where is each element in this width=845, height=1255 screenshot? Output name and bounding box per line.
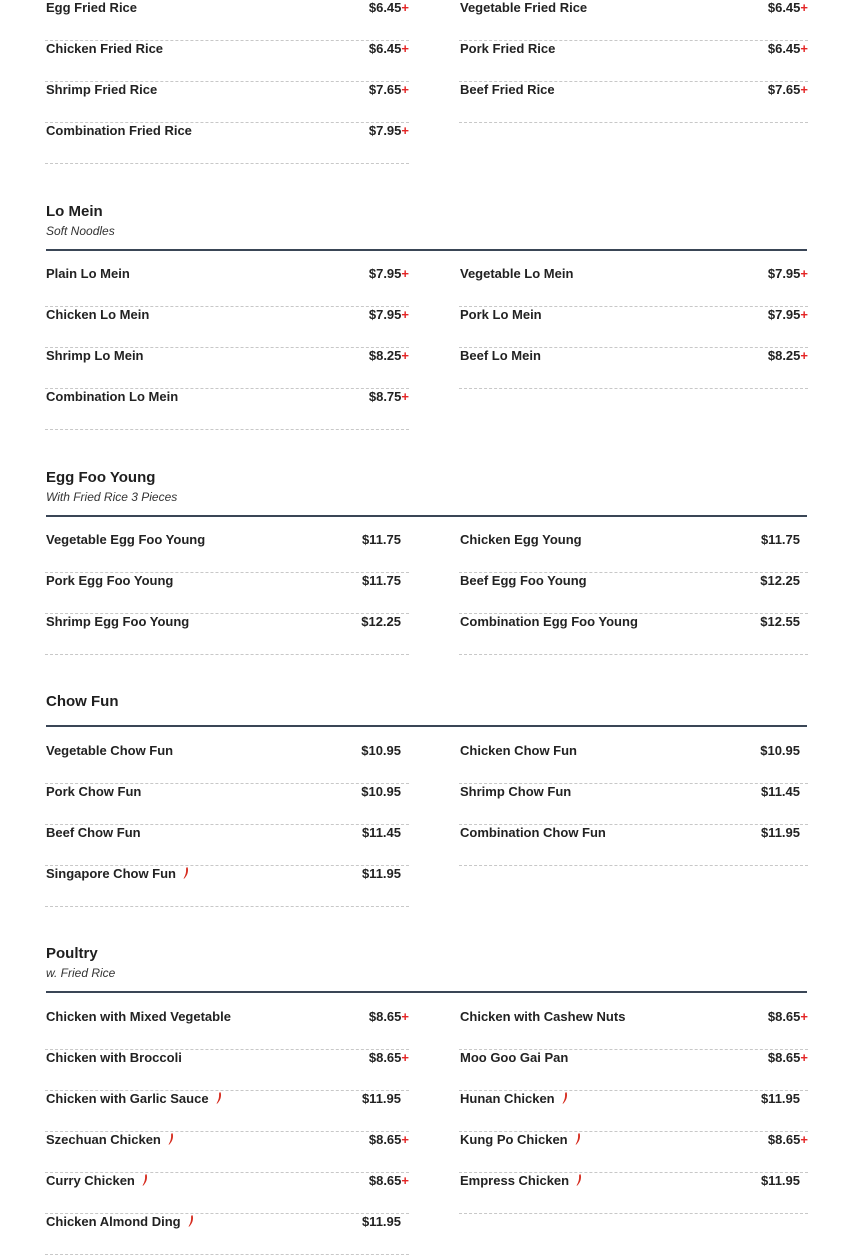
menu-item-name <box>46 389 178 405</box>
menu-item[interactable] <box>45 573 409 614</box>
menu-item-name <box>460 825 606 841</box>
menu-item[interactable] <box>459 1132 808 1173</box>
menu-item[interactable] <box>459 743 808 784</box>
menu-item[interactable] <box>45 743 409 784</box>
price-value: $6.45 <box>767 41 801 56</box>
price-value: $10.95 <box>361 784 401 799</box>
add-option-plus[interactable]: + <box>401 1173 409 1188</box>
menu-item-price <box>760 614 800 630</box>
menu-item[interactable] <box>459 614 808 655</box>
menu-item[interactable] <box>45 1050 409 1091</box>
menu-item[interactable] <box>459 41 808 82</box>
add-option-plus[interactable]: + <box>800 1050 808 1065</box>
price-value: $11.95 <box>361 1214 401 1229</box>
menu-item-name <box>46 1050 182 1066</box>
add-option-plus[interactable]: + <box>401 307 409 322</box>
menu-item-price <box>361 743 401 759</box>
menu-item[interactable] <box>45 1009 409 1050</box>
chili-pepper-icon <box>142 1174 148 1190</box>
menu-item-name <box>46 348 144 364</box>
menu-item-name-text: Combination Chow Fun <box>460 825 606 840</box>
menu-item-price <box>369 266 409 282</box>
menu-item[interactable] <box>459 307 808 348</box>
menu-item[interactable] <box>459 1173 808 1214</box>
menu-item-price <box>369 123 409 139</box>
section-divider <box>46 991 807 993</box>
menu-item[interactable] <box>45 532 409 573</box>
menu-item-name-text: Pork Egg Foo Young <box>46 573 174 588</box>
menu-item-price <box>768 266 808 282</box>
menu-item-name-text: Pork Lo Mein <box>460 307 542 322</box>
menu-item-price <box>362 1214 401 1230</box>
price-value: $11.95 <box>361 866 401 881</box>
menu-item-name-text: Chicken Chow Fun <box>460 743 577 758</box>
menu-item-name-text: Chicken with Mixed Vegetable <box>46 1009 231 1024</box>
menu-item[interactable] <box>45 82 409 123</box>
menu-item[interactable] <box>45 41 409 82</box>
price-value: $8.65 <box>368 1132 402 1147</box>
price-value: $7.95 <box>368 307 402 322</box>
menu-item-name <box>460 1009 625 1025</box>
menu-item-name <box>46 532 205 548</box>
menu-item-name-text: Plain Lo Mein <box>46 266 130 281</box>
menu-item-name-text: Chicken with Garlic Sauce <box>46 1091 209 1106</box>
menu-item-price <box>369 348 409 364</box>
menu-item-name <box>46 1173 148 1190</box>
price-value: $10.95 <box>760 743 800 758</box>
menu-item[interactable] <box>459 825 808 866</box>
price-value: $8.65 <box>368 1050 402 1065</box>
menu-item-name-text: Combination Fried Rice <box>46 123 192 138</box>
menu-item-name <box>460 532 582 548</box>
menu-item-price <box>768 348 808 364</box>
menu-item-price <box>369 307 409 323</box>
menu-item[interactable] <box>45 866 409 907</box>
menu-item-name-text: Beef Chow Fun <box>46 825 141 840</box>
add-option-plus[interactable]: + <box>401 82 409 97</box>
menu-item[interactable] <box>459 573 808 614</box>
price-value: $12.25 <box>361 614 401 629</box>
menu-item-name-text: Kung Po Chicken <box>460 1132 568 1147</box>
menu-item-name <box>460 41 555 57</box>
menu-item-name <box>460 266 573 282</box>
menu-item-price <box>362 1091 401 1107</box>
add-option-plus[interactable]: + <box>401 389 409 404</box>
menu-item[interactable] <box>459 266 808 307</box>
menu-item[interactable] <box>459 1091 808 1132</box>
menu-item-name-text: Hunan Chicken <box>460 1091 555 1106</box>
menu-item-price <box>369 41 409 57</box>
add-option-plus[interactable]: + <box>800 41 808 56</box>
menu-item[interactable] <box>45 784 409 825</box>
menu-item[interactable] <box>459 0 808 41</box>
price-value: $6.45 <box>767 0 801 15</box>
menu-item-price <box>362 532 401 548</box>
price-value: $8.65 <box>368 1173 402 1188</box>
menu-item-name-text: Chicken with Cashew Nuts <box>460 1009 626 1024</box>
menu-item-price <box>760 573 800 589</box>
price-value: $11.95 <box>760 1091 800 1106</box>
menu-item-name-text: Egg Fried Rice <box>46 0 138 15</box>
menu-item-price <box>768 0 808 16</box>
menu-item[interactable] <box>45 123 409 164</box>
menu-item[interactable] <box>459 1050 808 1091</box>
menu-item-price <box>361 614 401 630</box>
chili-pepper-icon <box>575 1133 581 1149</box>
menu-item-name-text: Vegetable Lo Mein <box>460 266 574 281</box>
section-subtitle-egg-foo-young: With Fried Rice 3 Pieces <box>46 490 178 504</box>
menu-item-price <box>369 1050 409 1066</box>
menu-item[interactable] <box>459 784 808 825</box>
menu-item-price <box>768 1050 808 1066</box>
menu-item-name <box>46 1132 174 1149</box>
price-value: $6.45 <box>368 41 402 56</box>
add-option-plus[interactable]: + <box>401 348 409 363</box>
price-value: $8.25 <box>368 348 402 363</box>
price-value: $7.95 <box>368 266 402 281</box>
menu-item-price <box>362 825 401 841</box>
menu-item[interactable] <box>459 348 808 389</box>
price-value: $11.95 <box>361 1091 401 1106</box>
add-option-plus[interactable]: + <box>800 307 808 322</box>
menu-item-name <box>460 1132 581 1149</box>
add-option-plus[interactable]: + <box>401 41 409 56</box>
menu-item-price <box>369 82 409 98</box>
menu-item-price <box>761 532 800 548</box>
menu-item-name <box>46 0 137 16</box>
menu-item-name <box>46 1091 222 1108</box>
price-value: $8.25 <box>767 348 801 363</box>
menu-item-name-text: Szechuan Chicken <box>46 1132 161 1147</box>
menu-item-price <box>768 1009 808 1025</box>
menu-item-name-text: Pork Fried Rice <box>460 41 556 56</box>
menu-item-name-text: Chicken with Broccoli <box>46 1050 182 1065</box>
menu-item-name <box>46 82 157 98</box>
menu-item-name <box>46 866 189 883</box>
menu-item-name-text: Combination Egg Foo Young <box>460 614 638 629</box>
menu-item-name-text: Vegetable Egg Foo Young <box>46 532 206 547</box>
menu-item-name-text: Shrimp Lo Mein <box>46 348 144 363</box>
chili-pepper-icon <box>188 1215 194 1231</box>
menu-item-name <box>46 825 141 841</box>
add-option-plus[interactable]: + <box>401 1050 409 1065</box>
price-value: $8.65 <box>767 1009 801 1024</box>
menu-item-name-text: Singapore Chow Fun <box>46 866 176 881</box>
add-option-plus[interactable]: + <box>800 348 808 363</box>
add-option-plus[interactable]: + <box>800 1009 808 1024</box>
price-value: $11.45 <box>760 784 800 799</box>
menu-item-name-text: Moo Goo Gai Pan <box>460 1050 569 1065</box>
menu-item-price <box>369 0 409 16</box>
chili-pepper-icon <box>168 1133 174 1149</box>
menu-item-name-text: Shrimp Fried Rice <box>46 82 158 97</box>
menu-item-price <box>768 82 808 98</box>
add-option-plus[interactable]: + <box>800 82 808 97</box>
menu-item[interactable] <box>459 1009 808 1050</box>
section-title-chow-fun: Chow Fun <box>46 693 119 710</box>
price-value: $12.55 <box>760 614 800 629</box>
menu-item-name-text: Vegetable Chow Fun <box>46 743 174 758</box>
add-option-plus[interactable]: + <box>401 0 409 15</box>
menu-item[interactable] <box>45 1214 409 1255</box>
menu-item-name <box>46 743 173 759</box>
menu-item-price <box>768 307 808 323</box>
price-value: $11.75 <box>361 573 401 588</box>
menu-item-name <box>460 348 541 364</box>
menu-item-name <box>460 307 542 323</box>
menu-item-name-text: Chicken Almond Ding <box>46 1214 181 1229</box>
menu-item[interactable] <box>459 532 808 573</box>
add-option-plus[interactable]: + <box>401 1009 409 1024</box>
chili-pepper-icon <box>183 867 189 883</box>
menu-item-price <box>362 573 401 589</box>
menu-item-price <box>369 1009 409 1025</box>
menu-item-name <box>460 784 571 800</box>
price-value: $11.75 <box>361 532 401 547</box>
menu-item-name-text: Beef Egg Foo Young <box>460 573 587 588</box>
menu-item[interactable] <box>45 307 409 348</box>
section-divider <box>46 249 807 251</box>
section-divider <box>46 515 807 517</box>
price-value: $10.95 <box>361 743 401 758</box>
add-option-plus[interactable]: + <box>401 1132 409 1147</box>
menu-item-price <box>761 1173 800 1189</box>
section-title-egg-foo-young: Egg Foo Young <box>46 469 156 486</box>
menu-item-price <box>761 825 800 841</box>
menu-item-price <box>369 1173 409 1189</box>
price-value: $6.45 <box>368 0 402 15</box>
price-value: $11.45 <box>361 825 401 840</box>
chili-pepper-icon <box>562 1092 568 1108</box>
add-option-plus[interactable]: + <box>800 1132 808 1147</box>
section-divider <box>46 725 807 727</box>
menu-item-name <box>46 1214 194 1231</box>
chili-pepper-icon <box>576 1174 582 1190</box>
price-value: $7.95 <box>368 123 402 138</box>
menu-item-name-text: Shrimp Chow Fun <box>460 784 572 799</box>
menu-item-name <box>460 82 555 98</box>
menu-item-name <box>46 573 173 589</box>
price-value: $12.25 <box>760 573 800 588</box>
menu-item-name-text: Shrimp Egg Foo Young <box>46 614 190 629</box>
menu-item-name <box>460 614 638 630</box>
menu-item-name <box>46 307 149 323</box>
menu-item-name <box>46 784 141 800</box>
menu-item-name <box>46 614 189 630</box>
menu-item[interactable] <box>45 389 409 430</box>
menu-item[interactable] <box>45 266 409 307</box>
price-value: $11.95 <box>760 1173 800 1188</box>
menu-item-price <box>761 1091 800 1107</box>
menu-item-name <box>46 266 130 282</box>
add-option-plus[interactable]: + <box>800 266 808 281</box>
menu-item-name <box>46 123 192 139</box>
menu-item-name <box>460 1050 568 1066</box>
menu-item-price <box>362 866 401 882</box>
menu-item[interactable] <box>45 0 409 41</box>
menu-item[interactable] <box>45 825 409 866</box>
price-value: $8.75 <box>368 389 402 404</box>
add-option-plus[interactable]: + <box>401 123 409 138</box>
price-value: $8.65 <box>368 1009 402 1024</box>
price-value: $8.65 <box>767 1132 801 1147</box>
menu-item-price <box>768 1132 808 1148</box>
menu-item[interactable] <box>45 348 409 389</box>
price-value: $8.65 <box>767 1050 801 1065</box>
menu-item-name <box>460 1091 568 1108</box>
menu-item-price <box>760 743 800 759</box>
menu-item[interactable] <box>459 82 808 123</box>
price-value: $7.95 <box>767 307 801 322</box>
chili-pepper-icon <box>216 1092 222 1108</box>
price-value: $11.75 <box>760 532 800 547</box>
menu-item-name-text: Beef Fried Rice <box>460 82 555 97</box>
section-title-poultry: Poultry <box>46 945 98 962</box>
menu-item[interactable] <box>45 614 409 655</box>
menu-item[interactable] <box>45 1173 409 1214</box>
add-option-plus[interactable]: + <box>401 266 409 281</box>
menu-item-price <box>369 389 409 405</box>
menu-item-name-text: Curry Chicken <box>46 1173 135 1188</box>
price-value: $7.95 <box>767 266 801 281</box>
menu-item-price <box>761 784 800 800</box>
menu-item-name-text: Empress Chicken <box>460 1173 570 1188</box>
menu-item-name-text: Pork Chow Fun <box>46 784 142 799</box>
menu-item-name <box>46 41 163 57</box>
price-value: $11.95 <box>760 825 800 840</box>
menu-item[interactable] <box>45 1132 409 1173</box>
menu-item-name-text: Chicken Egg Young <box>460 532 582 547</box>
price-value: $7.65 <box>767 82 801 97</box>
menu-item-price <box>361 784 401 800</box>
menu-item-name <box>460 743 577 759</box>
menu-item[interactable] <box>45 1091 409 1132</box>
section-subtitle-poultry: w. Fried Rice <box>46 966 116 980</box>
menu-item-name <box>460 0 587 16</box>
menu-item-name-text: Combination Lo Mein <box>46 389 179 404</box>
menu-item-name-text: Chicken Fried Rice <box>46 41 164 56</box>
section-title-lo-mein: Lo Mein <box>46 203 103 220</box>
menu-item-price <box>768 41 808 57</box>
menu-item-price <box>369 1132 409 1148</box>
menu-item-name <box>460 573 587 589</box>
menu-item-name <box>46 1009 231 1025</box>
add-option-plus[interactable]: + <box>800 0 808 15</box>
menu-item-name-text: Vegetable Fried Rice <box>460 0 588 15</box>
menu-item-name-text: Chicken Lo Mein <box>46 307 150 322</box>
menu-item-name-text: Beef Lo Mein <box>460 348 541 363</box>
section-subtitle-lo-mein: Soft Noodles <box>46 224 115 238</box>
price-value: $7.65 <box>368 82 402 97</box>
menu-item-name <box>460 1173 582 1190</box>
